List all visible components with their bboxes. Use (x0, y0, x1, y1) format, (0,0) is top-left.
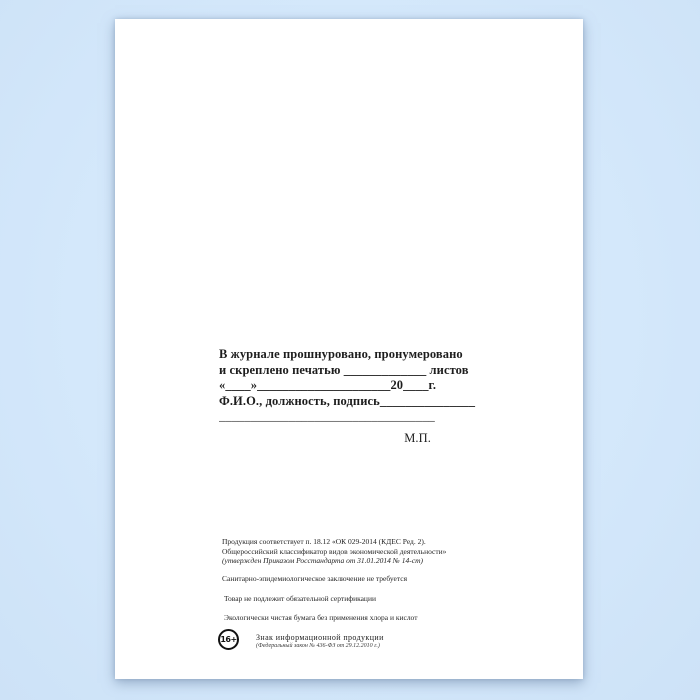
info-sign-text (256, 629, 384, 650)
ecology-statement: Экологически чистая бумага без применения хлора и кислот (224, 612, 418, 622)
age-badge-label: 16+ (220, 634, 237, 644)
info-sign-title: Знак информационной продукции (256, 633, 384, 642)
seal-place-label: М.П. (404, 430, 431, 445)
age-16-badge-icon (218, 629, 239, 650)
stitch-line-2: и скреплено печатью _____________ листов (219, 362, 469, 377)
fine-print-block (222, 537, 446, 650)
stitch-line-1: В журнале прошнуровано, пронумеровано (219, 347, 463, 361)
stitch-line-3: «____»_____________________20____г. (219, 378, 437, 392)
certification-statement: Товар не подлежит обязательной сертификации (224, 593, 376, 603)
compliance-line-2: Общероссийский классификатор видов экономической деятельности» (222, 546, 447, 556)
info-sign-law-reference: (Федеральный закон № 436-ФЗ от 29.12.2010 г.) (256, 643, 380, 649)
stitch-certification-block (219, 347, 476, 446)
journal-back-page (115, 19, 583, 679)
stitch-line-4: Ф.И.О., должность, подпись_______________ (219, 393, 476, 408)
compliance-paragraph (222, 537, 446, 566)
signature-blank-line: __________________________________ (219, 409, 435, 423)
sanitary-statement: Санитарно-эпидемиологическое заключение не требуется (222, 573, 408, 583)
compliance-line-1: Продукция соответствует п. 18.12 «ОК 029-2014 (КДЕС Ред. 2). (222, 537, 426, 546)
compliance-line-3: (утвержден Приказом Росстандарта от 31.01.2014 № 14-ст) (222, 556, 423, 565)
info-sign-row (218, 629, 446, 650)
